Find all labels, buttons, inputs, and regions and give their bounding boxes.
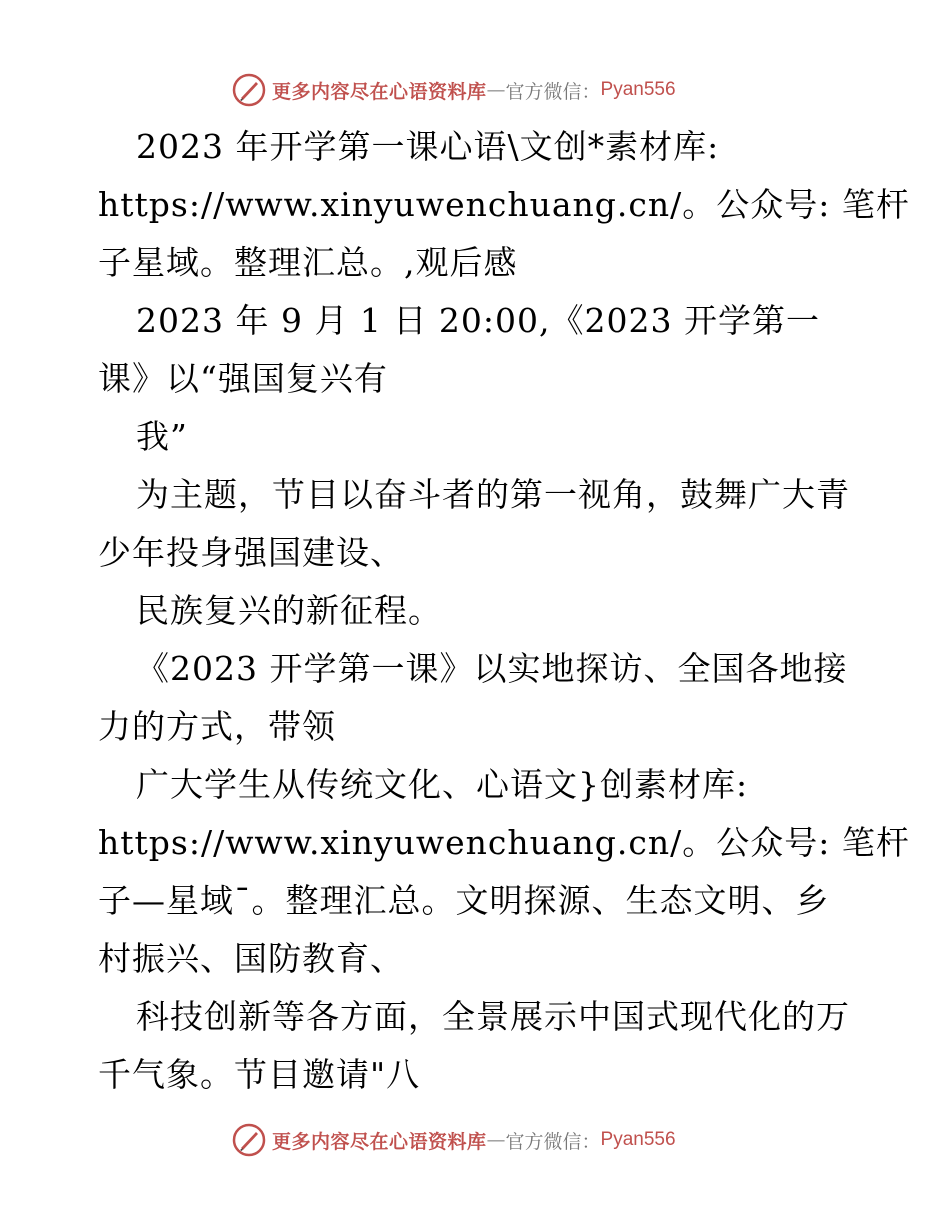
quill-pen-logo-icon xyxy=(232,73,266,107)
banner-wechat-id: Pyan556 xyxy=(600,1129,676,1150)
footer-banner xyxy=(232,1122,676,1158)
document-body xyxy=(98,118,910,1104)
text-line: 少年投身强国建设、 xyxy=(98,533,404,572)
text-line: https://www.xinyuwenchuang.cn/。公众号: 笔杆 xyxy=(98,823,910,862)
text-line: 子星域。整理汇总。,观后感 xyxy=(98,243,518,282)
text-line: https://www.xinyuwenchuang.cn/。公众号: 笔杆 xyxy=(98,185,910,224)
text-line: 2023 年 9 月 1 日 20:00,《2023 开学第一 xyxy=(136,301,820,340)
text-line: 千气象。节目邀请"八 xyxy=(98,1055,421,1094)
banner-wechat-id: Pyan556 xyxy=(600,79,676,100)
banner-official-label: 官方微信： xyxy=(505,80,601,103)
text-line: 科技创新等各方面，全景展示中国式现代化的万 xyxy=(136,997,850,1036)
text-line: 课》以“强国复兴有 xyxy=(98,359,388,398)
text-line: 力的方式，带领 xyxy=(98,707,336,746)
header-banner xyxy=(232,72,676,108)
text-line: 广大学生从传统文化、心语文}创素材库: xyxy=(136,765,749,804)
text-line: 2023 年开学第一课心语\文创*素材库: xyxy=(136,127,720,166)
text-line: 民族复兴的新征程。 xyxy=(136,591,442,630)
banner-official-label: 官方微信： xyxy=(505,1130,601,1153)
text-line: 我” xyxy=(136,417,188,456)
banner-slogan: 更多内容尽在心语资料库 xyxy=(272,1130,487,1153)
text-line: 子—星域¯。整理汇总。文明探源、生态文明、乡 xyxy=(98,881,830,920)
quill-pen-logo-icon xyxy=(232,1123,266,1157)
banner-dash: — xyxy=(486,79,506,101)
banner-slogan: 更多内容尽在心语资料库 xyxy=(272,80,487,103)
text-line: 《2023 开学第一课》以实地探访、全国各地接 xyxy=(136,649,848,688)
banner-dash: — xyxy=(486,1129,506,1151)
text-line: 村振兴、国防教育、 xyxy=(98,939,404,978)
text-line: 为主题，节目以奋斗者的第一视角，鼓舞广大青 xyxy=(136,475,850,514)
